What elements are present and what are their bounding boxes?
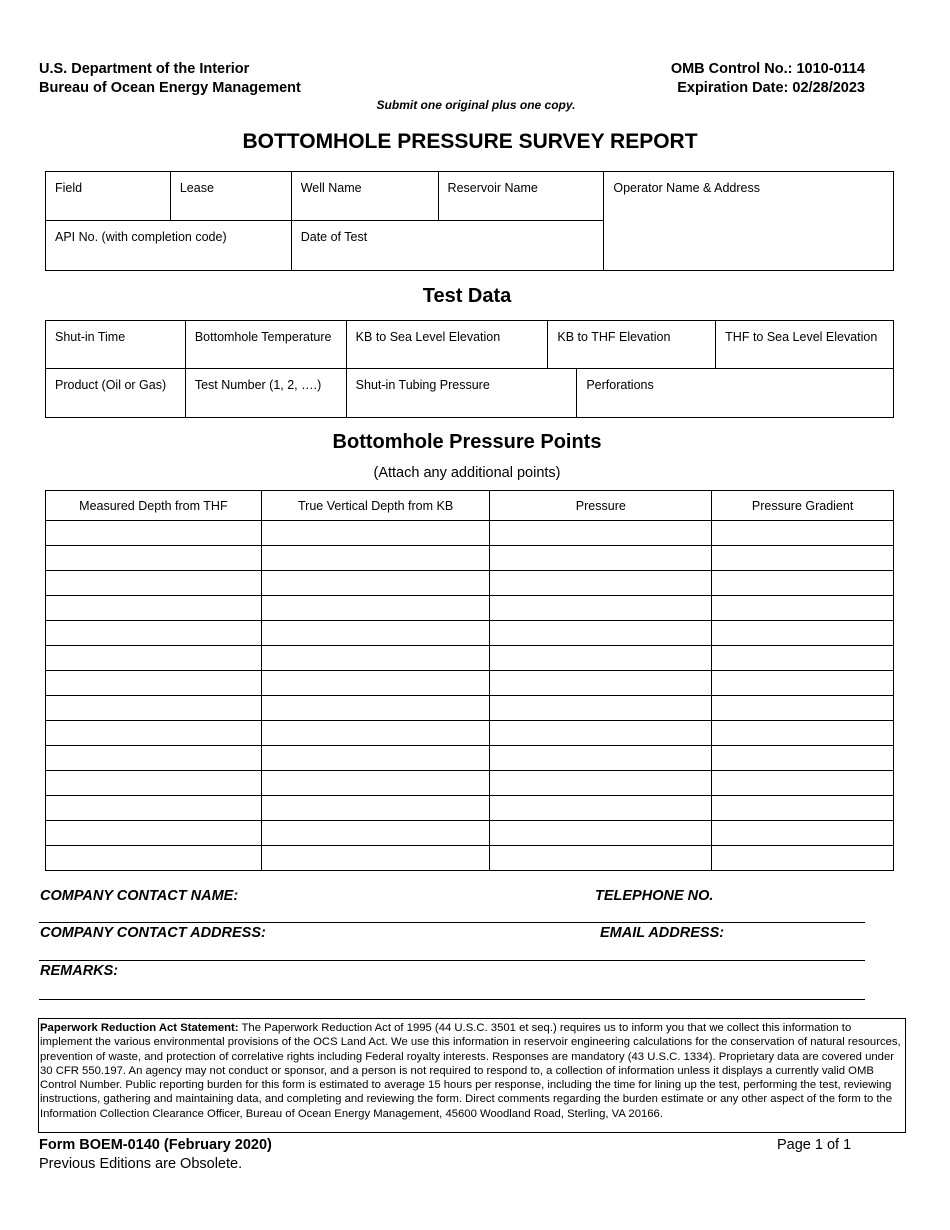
telephone-label: TELEPHONE NO. (595, 888, 714, 904)
table-row (46, 796, 894, 821)
paperwork-label: Paperwork Reduction Act Statement: (40, 1022, 239, 1034)
column-header: Measured Depth from THF (46, 491, 262, 521)
perforations-cell[interactable]: Perforations (577, 369, 894, 418)
table-cell[interactable] (261, 846, 490, 871)
table-cell[interactable] (261, 571, 490, 596)
table-cell[interactable] (490, 746, 712, 771)
table-cell[interactable] (712, 646, 894, 671)
table-cell[interactable] (490, 546, 712, 571)
test-number-cell[interactable]: Test Number (1, 2, ….) (185, 369, 346, 418)
column-header: Pressure Gradient (712, 491, 894, 521)
table-row (46, 671, 894, 696)
table-row (46, 771, 894, 796)
table-cell[interactable] (46, 821, 262, 846)
table-cell[interactable] (46, 796, 262, 821)
thf-sea-level-cell[interactable]: THF to Sea Level Elevation (716, 321, 894, 369)
api-number-cell[interactable]: API No. (with completion code) (46, 221, 292, 271)
pressure-points-note: (Attach any additional points) (373, 465, 561, 481)
shut-in-time-cell[interactable]: Shut-in Time (46, 321, 186, 369)
table-cell[interactable] (46, 721, 262, 746)
table-cell[interactable] (490, 521, 712, 546)
date-of-test-cell[interactable]: Date of Test (291, 221, 604, 271)
contact-address-line[interactable] (39, 960, 865, 961)
table-cell[interactable] (46, 696, 262, 721)
table-cell[interactable] (490, 646, 712, 671)
pressure-points-table (45, 490, 894, 871)
table-cell[interactable] (261, 646, 490, 671)
operator-cell[interactable]: Operator Name & Address (604, 172, 894, 271)
field-cell[interactable]: Field (46, 172, 171, 221)
table-cell[interactable] (261, 546, 490, 571)
table-row (46, 571, 894, 596)
page-number: Page 1 of 1 (777, 1137, 852, 1153)
remarks-label: REMARKS: (40, 963, 119, 979)
table-cell[interactable] (490, 846, 712, 871)
column-header: Pressure (490, 491, 712, 521)
table-row (46, 821, 894, 846)
table-cell[interactable] (490, 796, 712, 821)
table-row (46, 646, 894, 671)
table-cell[interactable] (46, 596, 262, 621)
contact-name-line[interactable] (39, 922, 865, 923)
agency-department: U.S. Department of the Interior (39, 61, 250, 77)
table-cell[interactable] (261, 796, 490, 821)
table-cell[interactable] (261, 671, 490, 696)
table-row (46, 546, 894, 571)
table-cell[interactable] (712, 696, 894, 721)
table-cell[interactable] (261, 771, 490, 796)
test-data-table (45, 320, 894, 418)
table-cell[interactable] (46, 546, 262, 571)
kb-sea-level-cell[interactable]: KB to Sea Level Elevation (346, 321, 548, 369)
table-cell[interactable] (490, 571, 712, 596)
table-cell[interactable] (712, 671, 894, 696)
company-contact-name-label: COMPANY CONTACT NAME: (40, 888, 239, 904)
table-row (46, 846, 894, 871)
obsolete-note: Previous Editions are Obsolete. (39, 1156, 243, 1172)
table-cell[interactable] (712, 596, 894, 621)
table-cell[interactable] (261, 696, 490, 721)
paperwork-text: The Paperwork Reduction Act of 1995 (44 U.S.C. 3501 et seq.) requires us to inform you that we collect this information to implement the various environmental provisions of the OCS Land Act. We use this information in reservoir engineering calculations for the conservation of natural resources, prevention of waste, and protection of correlative rights including Federal royalty interests. Responses are mandatory (43 U.S.C. 1334). Proprietary data are covered under 30 CFR 550.197. An agency may not conduct or sponsor, and a person is not required to respond to, a collection of information unless it displays a currently valid OMB Control Number. Public reporting burden for this form is estimated to average 15 hours per response, including the time for lining up the test, performing the test, reviewing instructions, gathering and maintaining data, and completing and reviewing the form. Direct comments regarding the burden estimate or any other aspect of the form to the Information Collection Clearance Officer, Bureau of Ocean Energy Management, 45600 Woodland Road, Sterling, VA 20166. (40, 1022, 901, 1120)
kb-thf-cell[interactable]: KB to THF Elevation (548, 321, 716, 369)
shut-in-tubing-pressure-cell[interactable]: Shut-in Tubing Pressure (346, 369, 577, 418)
table-cell[interactable] (261, 721, 490, 746)
table-cell[interactable] (46, 621, 262, 646)
table-row (46, 696, 894, 721)
agency-bureau: Bureau of Ocean Energy Management (39, 80, 301, 96)
table-cell[interactable] (46, 521, 262, 546)
remarks-line[interactable] (39, 999, 865, 1000)
table-row (46, 746, 894, 771)
table-cell[interactable] (712, 796, 894, 821)
table-cell[interactable] (46, 571, 262, 596)
omb-block (671, 60, 865, 98)
company-contact-address-label: COMPANY CONTACT ADDRESS: (40, 925, 266, 941)
pressure-points-heading: Bottomhole Pressure Points (332, 431, 602, 453)
well-name-cell[interactable]: Well Name (291, 172, 438, 221)
table-cell[interactable] (46, 646, 262, 671)
table-cell[interactable] (490, 621, 712, 646)
table-cell[interactable] (261, 746, 490, 771)
table-cell[interactable] (46, 746, 262, 771)
table-cell[interactable] (712, 621, 894, 646)
well-info-table (45, 171, 894, 271)
table-cell[interactable] (261, 521, 490, 546)
omb-control-number: OMB Control No.: 1010-0114 (670, 61, 865, 77)
form-number: Form BOEM-0140 (February 2020) (39, 1137, 272, 1153)
table-cell[interactable] (46, 671, 262, 696)
table-cell[interactable] (712, 546, 894, 571)
table-cell[interactable] (490, 596, 712, 621)
test-data-heading: Test Data (422, 285, 512, 307)
column-header: True Vertical Depth from KB (261, 491, 490, 521)
page-title: BOTTOMHOLE PRESSURE SURVEY REPORT (242, 130, 698, 153)
submit-note: Submit one original plus one copy. (376, 98, 576, 112)
table-cell[interactable] (712, 746, 894, 771)
table-cell[interactable] (46, 771, 262, 796)
table-cell[interactable] (46, 846, 262, 871)
table-cell[interactable] (712, 846, 894, 871)
paperwork-statement (38, 1018, 906, 1133)
bottomhole-temperature-cell[interactable]: Bottomhole Temperature (185, 321, 346, 369)
table-cell[interactable] (712, 821, 894, 846)
pressure-points-body (46, 521, 894, 871)
table-cell[interactable] (490, 771, 712, 796)
table-cell[interactable] (261, 821, 490, 846)
table-cell[interactable] (490, 821, 712, 846)
product-cell[interactable]: Product (Oil or Gas) (46, 369, 186, 418)
table-cell[interactable] (490, 721, 712, 746)
agency-block (39, 60, 301, 98)
table-cell[interactable] (712, 771, 894, 796)
table-row (46, 621, 894, 646)
lease-cell[interactable]: Lease (170, 172, 291, 221)
table-cell[interactable] (712, 521, 894, 546)
table-cell[interactable] (490, 696, 712, 721)
table-cell[interactable] (490, 671, 712, 696)
table-cell[interactable] (261, 596, 490, 621)
reservoir-name-cell[interactable]: Reservoir Name (438, 172, 604, 221)
table-row (46, 721, 894, 746)
table-row (46, 521, 894, 546)
table-row (46, 596, 894, 621)
table-cell[interactable] (712, 571, 894, 596)
table-cell[interactable] (712, 721, 894, 746)
expiration-date: Expiration Date: 02/28/2023 (677, 80, 865, 96)
table-cell[interactable] (261, 621, 490, 646)
email-label: EMAIL ADDRESS: (600, 925, 725, 941)
